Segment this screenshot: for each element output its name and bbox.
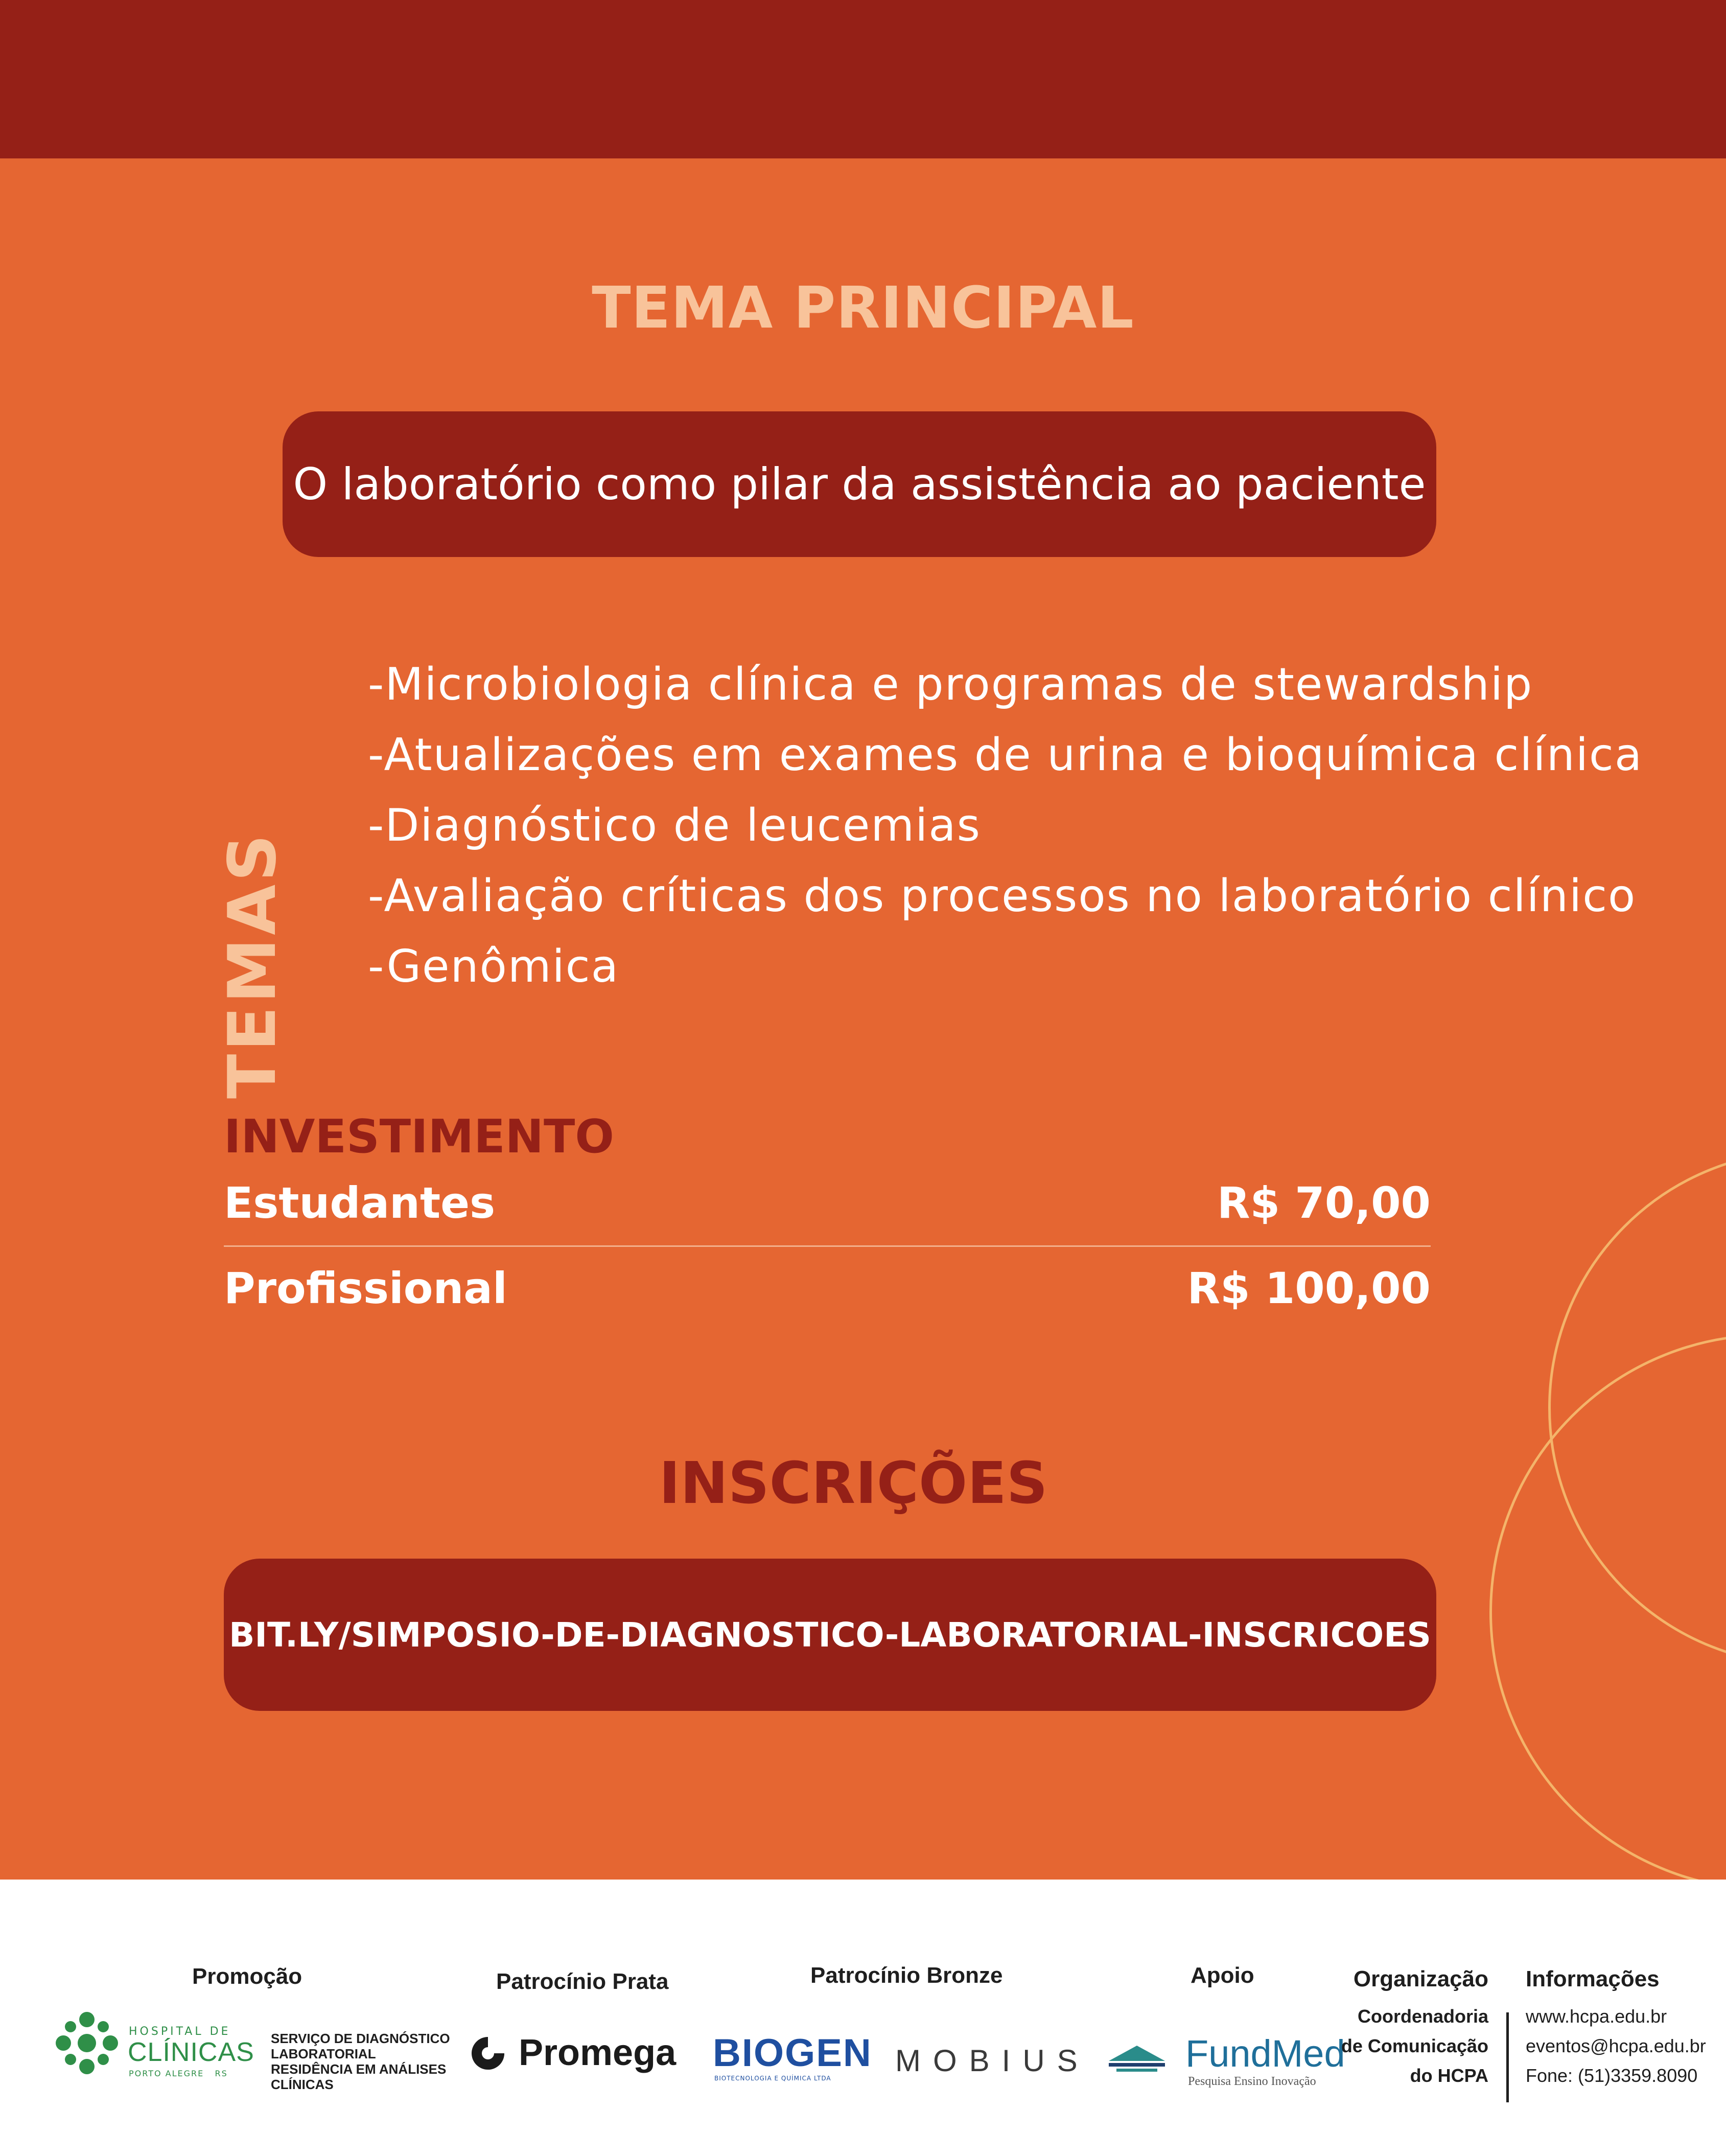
top-band (0, 0, 1726, 158)
theme-heading: TEMA PRINCIPAL (592, 275, 1134, 341)
info-label: Informações (1526, 1966, 1660, 1991)
promega-logo-icon (462, 2033, 514, 2074)
divider (224, 1245, 1431, 1247)
service-line: SERVIÇO DE DIAGNÓSTICO (271, 2031, 450, 2046)
hospital-logo-icon (51, 2007, 123, 2079)
decorative-circle (1489, 1334, 1726, 1880)
registration-link[interactable]: BIT.LY/SIMPOSIO-DE-DIAGNOSTICO-LABORATORIAL-INSCRICOES (229, 1615, 1431, 1655)
list-item: -Genômica (368, 940, 619, 992)
phone-number: Fone: (51)3359.8090 (1526, 2065, 1698, 2086)
fundmed-logo-icon (1104, 2041, 1170, 2073)
biogen-name: BIOGEN (713, 2031, 872, 2075)
silver-sponsor-label: Patrocínio Prata (496, 1969, 669, 1994)
price-row (224, 1263, 1431, 1313)
promega-name: Promega (519, 2032, 677, 2073)
list-item: -Avaliação críticas dos processos no laboratório clínico (368, 870, 1637, 922)
investment-heading: INVESTIMENTO (224, 1110, 614, 1164)
registration-heading: INSCRIÇÕES (659, 1450, 1048, 1517)
organization-line: do HCPA (1410, 2065, 1488, 2086)
price-row (224, 1178, 1431, 1228)
fundmed-name: FundMed (1185, 2032, 1345, 2075)
organization-text (1341, 2002, 1488, 2091)
service-line: LABORATORIAL (271, 2046, 376, 2061)
mobius-name: MOBIUS (895, 2044, 1090, 2078)
email-link[interactable]: eventos@hcpa.edu.br (1526, 2035, 1706, 2056)
fundmed-sub: Pesquisa Ensino Inovação (1188, 2075, 1316, 2088)
service-line: CLÍNICAS (271, 2077, 334, 2092)
list-item: -Microbiologia clínica e programas de stewardship (368, 658, 1533, 710)
hospital-city: PORTO ALEGRE RS (129, 2069, 228, 2078)
list-item: -Atualizações em exames de urina e bioquímica clínica (368, 729, 1643, 781)
list-item: -Diagnóstico de leucemias (368, 799, 981, 851)
price-value: R$ 70,00 (1217, 1178, 1431, 1228)
theme-title: O laboratório como pilar da assistência ao paciente (293, 458, 1426, 510)
footer (0, 1880, 1726, 2156)
service-text (271, 2031, 450, 2092)
info-text (1526, 2002, 1706, 2091)
organization-line: de Comunicação (1341, 2035, 1488, 2056)
price-category: Estudantes (224, 1178, 496, 1228)
hospital-name-small: HOSPITAL DE (129, 2025, 231, 2038)
organization-line: Coordenadoria (1357, 2006, 1488, 2027)
organization-label: Organização (1353, 1966, 1488, 1991)
main-panel (0, 158, 1726, 1880)
price-value: R$ 100,00 (1187, 1263, 1431, 1313)
topics-list (368, 649, 1643, 1002)
support-label: Apoio (1191, 1963, 1254, 1988)
footer-divider (1506, 2012, 1509, 2102)
bronze-sponsor-label: Patrocínio Bronze (810, 1963, 1003, 1988)
hospital-name: CLÍNICAS (128, 2037, 254, 2067)
biogen-sub: BIOTECNOLOGIA E QUÍMICA LTDA (714, 2075, 831, 2082)
theme-title-pill (283, 411, 1436, 557)
registration-link-button[interactable] (224, 1559, 1436, 1711)
service-line: RESIDÊNCIA EM ANÁLISES (271, 2061, 447, 2077)
topics-label: TEMAS (215, 831, 291, 1099)
price-category: Profissional (224, 1263, 507, 1313)
website-link[interactable]: www.hcpa.edu.br (1526, 2006, 1667, 2027)
promotion-label: Promoção (192, 1964, 302, 1989)
